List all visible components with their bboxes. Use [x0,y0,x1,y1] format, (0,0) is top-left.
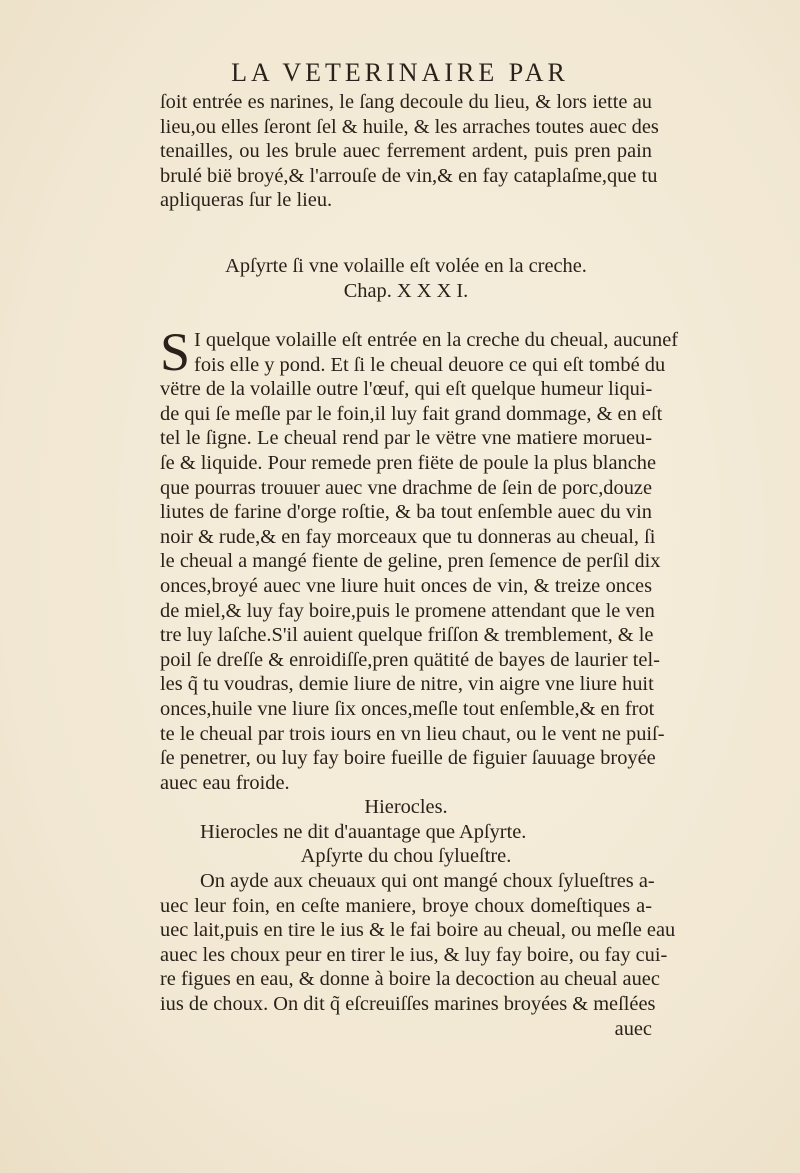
text-line: re figues en eau, & donne à boire la decoction au cheual auec [160,968,660,991]
text-line: poil ſe dreſſe & enroidiſſe,pren quätité de bayes de laurier tel- [160,648,660,671]
text-line: le cheual a mangé fiente de geline, pren ſemence de perſil dix [160,550,661,573]
paragraph-continuation [160,90,659,213]
text-line: les q̃ tu voudras, demie liure de nitre, vin aigre vne liure huit [160,673,654,696]
text-line: vëtre de la volaille outre l'œuf, qui eſt quelque humeur liqui- [160,378,653,401]
section-heading-hierocles: Hierocles. [364,796,448,819]
text-line: lieu,ou elles ſeront ſel & huile, & les arraches toutes auec des [160,115,659,138]
text-line: ius de choux. On dit q̃ eſcreuiſſes marines broyées & meſlées [160,993,656,1016]
text-line: onces,broyé auec vne liure huit onces de vin, & treize onces [160,574,652,597]
text-line: ſoit entrée es narines, le ſang decoule du lieu, & lors iette au [160,91,652,113]
text-line: de qui ſe meſle par le foin,il luy fait grand dommage, & en eſt [160,402,663,425]
text-line: que pourras trouuer auec vne drachme de ſein de porc,douze [160,476,652,499]
text-line: auec eau froide. [160,771,290,794]
catchword: auec [614,1017,652,1040]
text-line: noir & rude,& en fay morceaux que tu donneras au cheual, ſi [160,525,656,548]
drop-capital: S [160,322,191,382]
text-line: ſe penetrer, ou luy fay boire fueille de figuier ſauuage broyée [160,747,656,770]
section-heading-chou: Apſyrte du chou ſylueſtre. [300,845,512,868]
running-head: LA VETERINAIRE PAR [231,58,569,87]
text-line: brulé bië broyé,& l'arrouſe de vin,& en fay cataplaſme,que tu [160,164,658,187]
text-line: uec lait,puis en tire le ius & le fai boire au cheual, ou meſle eau [160,919,676,942]
text-line: fois elle y pond. Et ſi le cheual deuore ce qui eſt tombé du [194,353,666,376]
text-line: auec les choux peur en tirer le ius, & luy fay boire, ou fay cui- [160,943,668,966]
chapter-body [160,322,679,1041]
text-line: onces,huile vne liure ſix onces,meſle tout enſemble,& en frot [160,697,655,720]
text-line: tel le ſigne. Le cheual rend par le vëtre vne matiere morueu- [160,427,652,450]
chapter-heading [160,254,652,303]
text-line: uec leur foin, en ceſte maniere, broye choux domeſtiques a- [160,894,652,917]
text-line: de miel,& luy fay boire,puis le promene attendant que le ven [160,599,655,622]
text-line: I quelque volaille eſt entrée en la creche du cheual, aucunef [194,329,679,351]
text-line: te le cheual par trois iours en vn lieu chaut, ou le vent ne puiſ- [160,722,665,745]
text-line: apliqueras ſur le lieu. [160,189,333,212]
text-line: tre luy laſche.S'il auient quelque friſſon & tremblement, & le [160,624,654,647]
text-line: ſe & liquide. Pour remede pren fiëte de poule la plus blanche [160,451,657,474]
text-line: On ayde aux cheuaux qui ont mangé choux ſylueſtres a- [200,870,655,893]
text-line: liutes de farine d'orge roſtie, & ba tout enſemble auec du vin [160,501,652,524]
chapter-number: Chap. X X X I. [343,279,469,302]
chapter-title: Apſyrte ſi vne volaille eſt volée en la creche. [225,255,587,277]
text-line: Hierocles ne dit d'auantage que Apſyrte. [200,820,527,843]
text-line: tenailles, ou les brule auec ferrement ardent, puis pren pain [160,140,652,163]
